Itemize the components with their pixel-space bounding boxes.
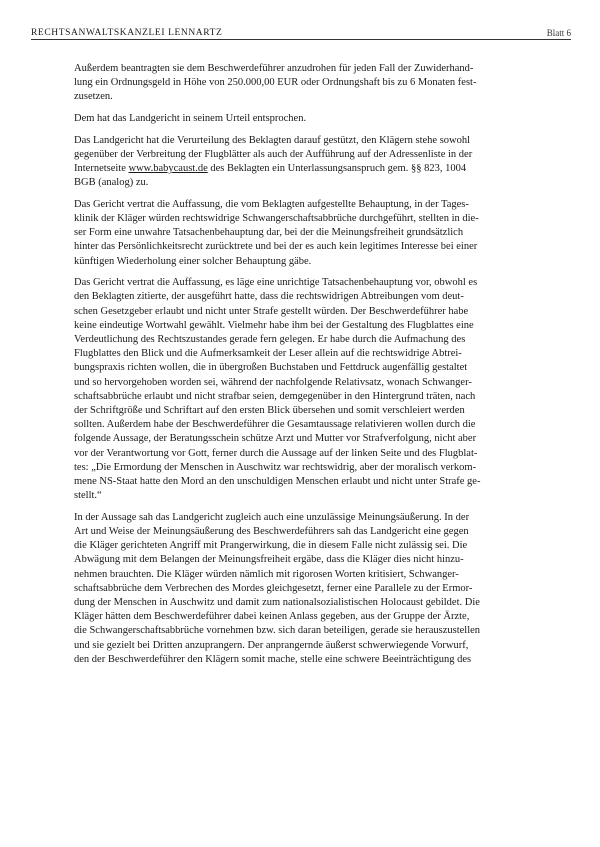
text-line: der Schriftgröße und Schriftart auf den ersten Blick übersehen und somit verschleiert werden [74, 405, 465, 417]
text-line: Kläger hätten dem Beschwerdeführer dabei keinen Anlass gegeben, aus der Gruppe der Ärzte, [74, 611, 470, 623]
text-line: und so hervorgehoben worden sei, während der nachfolgende Relativsatz, wonach Schwanger- [74, 376, 472, 388]
text-line: Das Gericht vertrat die Auffassung, es läge eine unrichtige Tatsachenbehauptung vor, obwohl es [74, 277, 478, 289]
paragraph [74, 198, 538, 269]
text-line: Das Landgericht hat die Verurteilung des Beklagten darauf gestützt, den Klägern stehe sowohl [74, 134, 471, 146]
text-line: Abwägung mit dem Belangen der Meinungsfreiheit ergäbe, dass die Kläger dies nicht hinzu- [74, 554, 464, 566]
text-line: Art und Weise der Meinungsäußerung des Beschwerdeführers sah das Landgericht eine gegen [74, 526, 469, 538]
text-line: mene NS-Staat hatte den Mord an den unschuldigen Menschen erlaubt und nicht unter Strafe ge- [74, 476, 481, 488]
text-line: vor der Verantwortung vor Gott, ferner durch die Aussage auf der linken Seite und des Flugblat- [74, 447, 478, 459]
text-line: die Schwangerschaftsabbrüche vornehmen bzw. sich daran beteiligen, gerade sie herauszustellen [74, 625, 481, 637]
text-line: stellt.“ [74, 490, 102, 502]
text-line: bungspraxis richten wollen, die in übergroßen Buchstaben und Fettdruck augenfällig gestaltet [74, 362, 468, 374]
text-line: BGB (analog) zu. [74, 177, 149, 189]
link-prefix: Internetseite [74, 163, 129, 174]
text-line: sollten. Außerdem habe der Beschwerdeführer die Gesamtaussage relativieren wollen durch die [74, 419, 476, 431]
text-line: schen Gesetzgeber erlaubt und nicht unter Strafe gestellt würden. Der Beschwerdeführer habe [74, 305, 469, 317]
text-line: lung ein Ordnungsgeld in Höhe von 250.000,00 EUR oder Ordnungshaft bis zu 6 Monaten fest- [74, 77, 477, 89]
text-line: die Kläger gerichteten Angriff mit Prangerwirkung, die in diesem Falle nicht zulässig sei. Die [74, 540, 468, 552]
paragraph [74, 134, 538, 191]
text-line: zusetzen. [74, 91, 113, 103]
firm-name: RECHTSANWALTSKANZLEI LENNARTZ [31, 28, 223, 38]
text-line: In der Aussage sah das Landgericht zugleich auch eine unzulässige Meinungsäußerung. In der [74, 511, 470, 523]
text-line: folgende Aussage, der Beratungsschein schütze Arzt und Mutter vor Strafverfolgung, nicht aber [74, 433, 477, 445]
text-line: künftigen Wiederholung einer solcher Behauptung gäbe. [74, 255, 312, 267]
text-line: gegenüber der Verbreitung der Flugblätter als auch der Aufführung auf der Adressenliste in der [74, 148, 473, 160]
text-line: Flugblattes den Blick und die Aufmerksamkeit der Leser allein auf die rechtswidrige Abtrei- [74, 348, 462, 360]
document-body [74, 62, 538, 674]
text-line: und sie gezielt bei Dritten anzuprangern. Der anprangernde äußerst schwerwiegende Vorwurf, [74, 639, 469, 651]
text-line: Das Gericht vertrat die Auffassung, die vom Beklagten aufgestellte Behauptung, in der Tages- [74, 198, 469, 210]
paragraph [74, 276, 538, 503]
text-line: tes: „Die Ermordung der Menschen in Auschwitz war rechtswidrig, aber der moralisch verkom- [74, 461, 477, 473]
text-line: ser Form eine unwahre Tatsachenbehauptung dar, bei der die Meinungsfreiheit grundsätzlich [74, 227, 464, 239]
link-suffix: des Beklagten ein Unterlassungsanspruch gem. §§ 823, 1004 [207, 163, 467, 174]
paragraph [74, 62, 538, 105]
text-line: nehmen brauchten. Die Kläger würden nämlich mit rigorosen Worten kritisiert, Schwanger- [74, 568, 459, 580]
website-link[interactable]: www.babycaust.de [128, 163, 208, 174]
page-number: Blatt 6 [546, 28, 571, 38]
paragraph [74, 511, 538, 667]
text-line: Außerdem beantragten sie dem Beschwerdeführer anzudrohen für jeden Fall der Zuwiderhand- [74, 63, 474, 74]
text-line: klinik der Kläger würden rechtswidrige Schwangerschaftsabbrüche durchgeführt, stellten in die- [74, 213, 479, 224]
text-line: den der Beschwerdeführer den Klägern somit mache, stelle eine schwere Beeinträchtigung des [74, 653, 472, 665]
text-line: keine eindeutige Wortwahl gewählt. Vielmehr habe ihm bei der Gestaltung des Flugblattes eine [74, 319, 474, 331]
text-line: schaftsabbrüche dem Verbrechen des Mordes gleichgesetzt, ferner eine Parallele zu der Ermor- [74, 582, 473, 594]
text-line-with-link [74, 162, 538, 176]
paragraph [74, 112, 538, 126]
text-line: schaftsabbrüche erlaubt und nicht strafbar seien, demgegenüber in den Hintergrund träten, nach [74, 390, 476, 402]
text-line: dung der Menschen in Auschwitz und damit zum nationalsozialistischen Holocaust gebildet. Die [74, 597, 480, 609]
text-line: Verdeutlichung des Rechtszustandes gerade fern gelegen. Er habe durch die Aufmachung des [74, 334, 466, 346]
text-line: Dem hat das Landgericht in seinem Urteil entsprochen. [74, 113, 307, 124]
letterhead [31, 25, 571, 40]
text-line: den Beklagten zitierte, der ausgeführt hatte, dass die rechtswidrigen Abtreibungen vom deut- [74, 291, 464, 303]
text-line: hinter das Persönlichkeitsrecht zurücktrete und bei der es auch kein legitimes Interesse bei einer [74, 241, 478, 253]
